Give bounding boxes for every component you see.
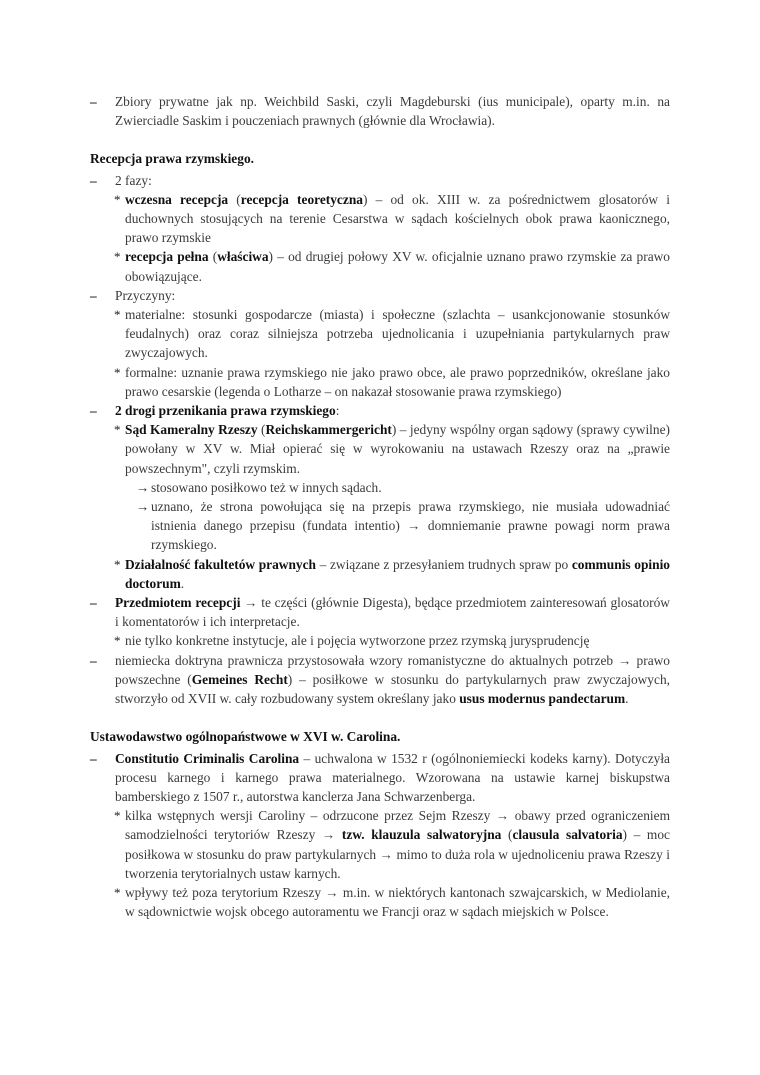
term: Sąd Kameralny Rzeszy xyxy=(125,422,258,438)
text: ( xyxy=(208,249,218,265)
term: usus modernus pandectarum xyxy=(459,691,626,707)
term: Przedmiotem recepcji xyxy=(115,595,241,611)
dash-bullet-icon: – xyxy=(90,595,97,611)
term: recepcja pełna xyxy=(125,249,209,265)
list-item-paths xyxy=(90,401,670,420)
arrow-right-icon: → xyxy=(136,479,150,495)
text: ( xyxy=(257,422,266,438)
asterisk-bullet-icon: * xyxy=(114,884,121,900)
term: Działalność fakultetów prawnych xyxy=(125,556,317,572)
text: → te części (głównie Digesta), będące przedmiotem zainteresowań glosatorów i komentatorów i ich interpretacje. xyxy=(115,595,670,630)
term: wczesna recepcja xyxy=(125,191,229,207)
list-item-formal-causes xyxy=(90,363,670,401)
document-page xyxy=(90,92,670,921)
dash-bullet-icon: – xyxy=(90,403,97,419)
term: recepcja teoretyczna xyxy=(240,191,363,207)
term: communis opinio doctorum xyxy=(125,556,670,591)
list-item-phases xyxy=(90,171,670,190)
list-item-causes xyxy=(90,286,670,305)
asterisk-bullet-icon: * xyxy=(114,633,121,649)
asterisk-bullet-icon: * xyxy=(114,808,121,824)
list-item-carolina-influence xyxy=(90,883,670,921)
text: ( xyxy=(228,191,241,207)
term: Reichskammergericht xyxy=(265,422,392,438)
list-item-intro xyxy=(90,92,670,130)
text: ) – moc posiłkowa w stosunku do praw partykularnych → mimo to duża rola w ujednoliceniu prawa Rzeszy i tworzenia terytorialnych ustaw karnych. xyxy=(125,827,670,881)
list-item-carolina xyxy=(90,749,670,807)
list-item-material-causes xyxy=(90,305,670,363)
text: ) – od ok. XIII w. za pośrednictwem glosatorów i duchownych stosujących na terenie Cesarstwa w sądach kościelnych obok prawa kaonicznego, prawo rzymskie xyxy=(125,191,671,246)
text: stosowano posiłkowo też w innych sądach. xyxy=(151,479,382,495)
dash-bullet-icon: – xyxy=(90,750,97,766)
text: ) – jedyny wspólny organ sądowy (sprawy cywilne) powołany w XV w. Miał opierać się w wyrokowaniu na ustawach Rzeszy oraz na „prawie powszechnym", czyli rzymskim. xyxy=(125,422,670,476)
list-item-doctrine xyxy=(90,651,670,709)
list-item-carolina-versions xyxy=(90,806,670,883)
intro-text: Zbiory prywatne jak np. Weichbild Saski, czyli Magdeburski (ius municipale), oparty m.in. na Zwierciadle Saskim i pouczeniach prawnych (głównie dla Wrocławia). xyxy=(115,94,670,129)
asterisk-bullet-icon: * xyxy=(114,191,121,207)
text: formalne: uznanie prawa rzymskiego nie jako prawo obce, ale prawo poprzedników, określane jako prawo cesarskie (legenda o Lotharze – on nakazał stosowanie prawa rzymskiego) xyxy=(125,364,670,399)
section-heading-carolina: Ustawodawstwo ogólnopaństwowe w XVI w. Carolina. xyxy=(90,729,401,745)
text: wpływy też poza terytorium Rzeszy → m.in. w niektórych kantonach szwajcarskich, w Mediolanie, w sądownictwie wojsk obcego autoramentu we Francji oraz w sądach miejskich w Polsce. xyxy=(125,884,670,920)
asterisk-bullet-icon: * xyxy=(114,556,121,572)
section-heading-reception: Recepcja prawa rzymskiego. xyxy=(90,151,254,167)
arrow-right-icon: → xyxy=(136,499,150,515)
dash-bullet-icon: – xyxy=(90,94,97,109)
list-item-faculties xyxy=(90,555,670,593)
asterisk-bullet-icon: * xyxy=(114,307,121,323)
list-item-full-reception xyxy=(90,247,670,285)
dash-bullet-icon: – xyxy=(90,652,97,668)
asterisk-bullet-icon: * xyxy=(114,364,121,380)
text: – uchwalona w 1532 r (ogólnoniemiecki kodeks karny). Dotyczyła procesu karnego i karnego prawa materialnego. Wzorowana na ustawie karnej biskupstwa bamberskiego z 1507 r., autorstwa kanclerza Jana Schwarzenberga. xyxy=(115,750,670,804)
dash-bullet-icon: – xyxy=(90,172,97,188)
text: ) – posiłkowe w stosunku do partykularnych praw zwyczajowych, stworzyło od XVII w. cały rozbudowany system określany jako xyxy=(115,671,670,707)
list-item-early-reception xyxy=(90,190,670,248)
term: Gemeines Recht xyxy=(191,671,288,687)
list-item-subject-sub xyxy=(90,631,670,650)
text: ( xyxy=(501,827,513,843)
asterisk-bullet-icon: * xyxy=(114,422,121,438)
text: nie tylko konkretne instytucje, ale i pojęcia wytworzone przez rzymską jurysprudencję xyxy=(125,633,590,649)
list-item-court-sub xyxy=(90,497,670,555)
text: niemiecka doktryna prawnicza przystosowała wzory romanistyczne do aktualnych potrzeb → prawo powszechne ( xyxy=(115,652,670,687)
text: kilka wstępnych wersji Caroliny – odrzucone przez Sejm Rzeszy → obawy przed ograniczeniem samodzielności terytoriów Rzeszy → xyxy=(125,808,670,843)
term: Constitutio Criminalis Carolina xyxy=(115,750,300,766)
term: tzw. klauzula salwatoryjna xyxy=(341,827,502,843)
list-item-court-sub xyxy=(90,478,670,497)
asterisk-bullet-icon: * xyxy=(114,249,121,265)
text: uznano, że strona powołująca się na przepis prawa rzymskiego, nie musiała udowadniać istnienia danego przepisu (fundata intentio) → domniemanie prawne powagi norm prawa rzymskiego. xyxy=(151,499,670,553)
text: . xyxy=(625,691,629,707)
text: . xyxy=(180,575,185,591)
text: ) – od drugiej połowy XV w. oficjalnie uznano prawo rzymskie za prawo obowiązujące. xyxy=(125,249,670,284)
term: właściwa xyxy=(217,249,269,265)
phases-label: 2 fazy: xyxy=(115,172,152,188)
text: – związane z przesyłaniem trudnych spraw po xyxy=(316,556,572,572)
text: materialne: stosunki gospodarcze (miasta) i społeczne (szlachta – usankcjonowanie stosunków feudalnych) oraz coraz silniejsza potrzeba ujednolicania i uzupełniania partykularnych praw zwyczajowych. xyxy=(125,307,670,361)
text: : xyxy=(335,403,340,419)
term: clausula salvatoria xyxy=(512,827,623,843)
list-item-subject xyxy=(90,593,670,631)
causes-label: Przyczyny: xyxy=(115,287,176,303)
list-item-imperial-court xyxy=(90,420,670,478)
dash-bullet-icon: – xyxy=(90,287,97,303)
term: 2 drogi przenikania prawa rzymskiego xyxy=(115,403,336,419)
